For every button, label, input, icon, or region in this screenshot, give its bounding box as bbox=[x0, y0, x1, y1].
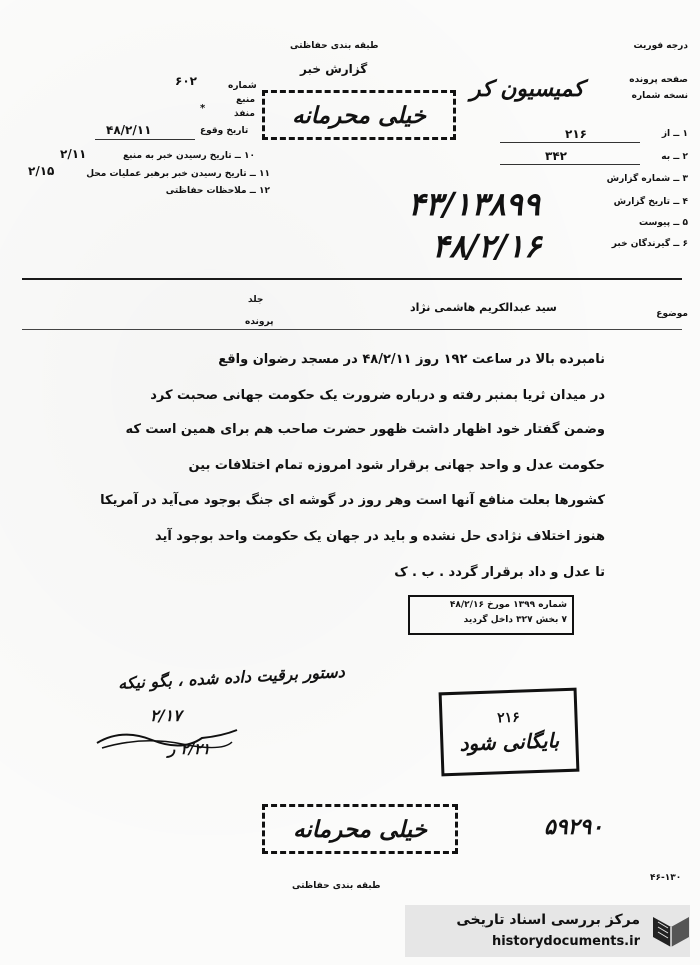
handwritten-instruction: دستور برقیت داده شده ، بگو نیکه bbox=[117, 662, 346, 693]
field-11-value: ۲/۱۵ bbox=[28, 164, 55, 178]
field-11-label: ۱۱ ــ تاریخ رسیدن خبر برهبر عملیات محل bbox=[86, 169, 270, 179]
report-number: ۶۰۲ bbox=[175, 74, 197, 88]
right-label-2: نسخه شماره bbox=[631, 91, 688, 101]
top-secret-stamp: خیلی محرمانه bbox=[262, 90, 456, 140]
archive-watermark bbox=[405, 905, 690, 957]
registration-stamp bbox=[408, 595, 574, 635]
source-label: منبع bbox=[236, 95, 256, 105]
field-10-label: ۱۰ ــ تاریخ رسیدن خبر به منبع bbox=[122, 151, 255, 161]
body-line-2: در میدان ثریا بمنبر رفته و درباره ضرورت یک حکومت جهانی صحبت کرد bbox=[150, 388, 605, 403]
form-code: ۴۶-۱۳۰ bbox=[650, 873, 682, 883]
classification-top: طبقه بندی حفاظتی bbox=[290, 41, 379, 51]
report-number-label: شماره bbox=[228, 81, 257, 91]
from-underline bbox=[500, 142, 640, 143]
watermark-url: historydocuments.ir bbox=[491, 934, 640, 949]
right-label-1: صفحه پرونده bbox=[629, 75, 688, 85]
right-label-5: ۳ ــ شماره گزارش bbox=[606, 174, 688, 184]
volume-label: جلد bbox=[248, 295, 264, 305]
from-value: ۲۱۶ bbox=[565, 127, 587, 141]
to-value: ۳۴۲ bbox=[545, 149, 567, 163]
header-divider bbox=[22, 278, 682, 280]
body-line-7: تا عدل و داد برقرار گردد . ب . ک bbox=[394, 565, 605, 580]
archive-stamp-text: بایگانی شود bbox=[459, 728, 560, 756]
classification-bottom: طبقه بندی حفاظتی bbox=[292, 881, 381, 891]
handwritten-scribble: کمیسیون کر bbox=[470, 76, 584, 102]
report-title: گزارش خبر bbox=[300, 62, 368, 76]
right-label-7: ۵ ــ پیوست bbox=[639, 218, 688, 228]
handwritten-initials: ۲/۱۷ bbox=[150, 706, 182, 725]
registration-stamp-line-1: شماره ۱۳۹۹ مورخ ۴۸/۲/۱۶ bbox=[449, 600, 567, 610]
body-line-4: حکومت عدل و واحد جهانی برقرار شود امروزه تمام اختلافات بین bbox=[188, 458, 605, 473]
right-label-6: ۴ ــ تاریخ گزارش bbox=[613, 197, 688, 207]
received-date: ۴۸/۲/۱۱ bbox=[106, 123, 152, 137]
received-date-underline bbox=[95, 139, 195, 140]
body-line-1: نامبرده بالا در ساعت ۱۹۲ روز ۴۸/۲/۱۱ در مسجد رضوان واقع bbox=[218, 352, 605, 367]
archive-stamp-number: ۲۱۶ bbox=[496, 709, 521, 727]
handwritten-report-date: ۴۸/۲/۱۶ bbox=[432, 227, 542, 265]
to-underline bbox=[500, 164, 640, 165]
subject-divider bbox=[22, 329, 682, 330]
body-line-5: کشورها بعلت منافع آنها است وهر روز در گوشه ای جنگ بوجود می‌آید در آمریکا bbox=[100, 493, 605, 508]
subject-label: موضوع bbox=[656, 309, 688, 319]
received-date-label: تاریخ وقوع bbox=[200, 126, 249, 136]
field-12-label: ۱۲ ــ ملاحظات حفاظتی bbox=[165, 186, 270, 196]
watermark-title: مرکز بررسی اسناد تاریخی bbox=[456, 912, 640, 928]
handwritten-report-number: ۴۳/۱۳۸۹۹ bbox=[408, 185, 540, 223]
right-label-8: ۶ ــ گیرندگان خبر bbox=[611, 239, 688, 249]
right-label-4: ۲ ــ به bbox=[661, 152, 688, 162]
handwritten-date: ۲/۲۱ ر bbox=[168, 740, 211, 758]
copy-value: * bbox=[200, 103, 206, 114]
signature-scribble bbox=[92, 718, 242, 758]
registration-stamp-line-2: ۷ بخش ۳۲۷ داخل گردید bbox=[463, 615, 567, 625]
right-label-3: ۱ ــ از bbox=[661, 129, 688, 139]
copy-label: منفذ bbox=[234, 109, 255, 119]
urgency-heading: درجه فوریت bbox=[633, 41, 688, 51]
open-book-logo-icon bbox=[650, 911, 692, 951]
subject-value: سید عبدالکریم هاشمی نژاد bbox=[410, 301, 557, 314]
body-line-6: هنوز اختلاف نژادی حل نشده و باید در جهان یک حکومت واحد بوجود آید bbox=[154, 529, 605, 544]
document-number: ۵۹۲۹۰ bbox=[544, 814, 604, 840]
field-10-value: ۲/۱۱ bbox=[60, 147, 87, 161]
bottom-secret-stamp: خیلی محرمانه bbox=[262, 804, 458, 854]
body-line-3: وضمن گفتار خود اظهار داشت ظهور حضرت صاحب هم برای همین است که bbox=[125, 422, 605, 437]
file-label: پرونده bbox=[245, 317, 274, 327]
archive-stamp bbox=[439, 688, 580, 777]
